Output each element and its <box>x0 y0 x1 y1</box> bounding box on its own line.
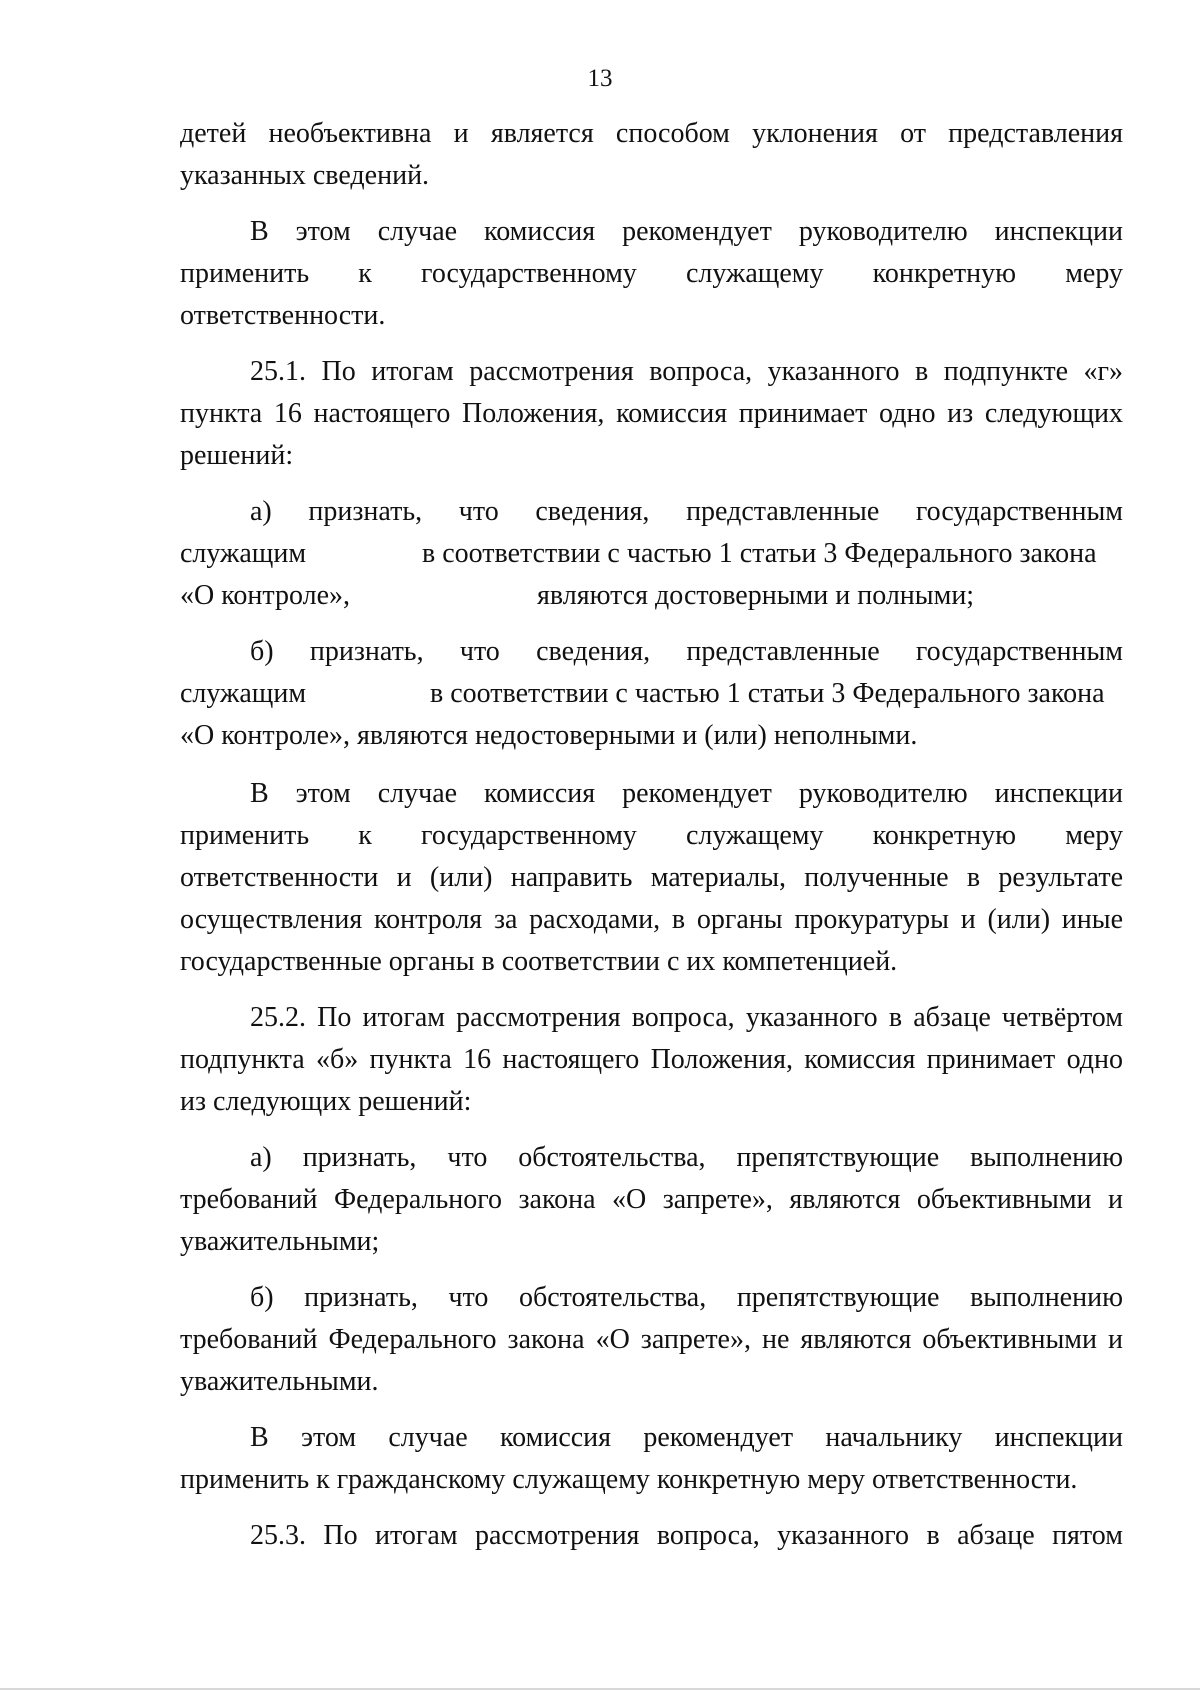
text-line: В этом случае комиссия рекомендует руководителю инспекции <box>250 778 1123 809</box>
text-line: из следующих решений: <box>180 1086 472 1117</box>
text-line <box>180 818 1123 854</box>
text-line: В этом случае комиссия рекомендует руководителю инспекции <box>250 216 1123 247</box>
word: применить <box>180 258 310 289</box>
text-line: а) признать, что обстоятельства, препятствующие выполнению <box>250 1142 1123 1173</box>
word: к <box>358 258 372 289</box>
text-line: детей необъективна и является способом уклонения от представления <box>180 118 1123 149</box>
text-line: 25.1. По итогам рассмотрения вопроса, указанного в подпункте «г» <box>250 356 1123 387</box>
text-line <box>180 256 1123 292</box>
text-line: уважительными. <box>180 1366 379 1397</box>
text-line: указанных сведений. <box>180 160 430 191</box>
text-fragment: в соответствии с частью 1 статьи 3 Федерального закона <box>422 538 1097 569</box>
text-line: государственные органы в соответствии с их компетенцией. <box>180 946 898 977</box>
word: служащему <box>685 820 824 851</box>
text-fragment: в соответствии с частью 1 статьи 3 Федерального закона <box>430 678 1105 709</box>
word: государственному <box>421 820 637 851</box>
text-line: решений: <box>180 440 294 471</box>
text-line <box>180 676 1123 712</box>
text-line: применить к гражданскому служащему конкретную меру ответственности. <box>180 1464 1078 1495</box>
text-fragment: «О контроле», <box>180 580 350 611</box>
text-line <box>180 536 1123 572</box>
scan-edge-line <box>0 1688 1200 1690</box>
text-line: б) признать, что сведения, представленные государственным <box>250 636 1123 667</box>
text-line <box>180 578 1123 614</box>
word: применить <box>180 820 310 851</box>
word: конкретную <box>872 258 1017 289</box>
text-line: требований Федерального закона «О запрете», являются объективными и <box>180 1184 1123 1215</box>
text-line: В этом случае комиссия рекомендует начальнику инспекции <box>250 1422 1123 1453</box>
word: конкретную <box>872 820 1017 851</box>
text-line: 25.3. По итогам рассмотрения вопроса, указанного в абзаце пятом <box>250 1520 1123 1551</box>
word: к <box>358 820 372 851</box>
text-line: «О контроле», являются недостоверными и (или) неполными. <box>180 720 918 751</box>
text-line: уважительными; <box>180 1226 380 1257</box>
word: государственному <box>421 258 637 289</box>
page-number: 13 <box>587 65 613 92</box>
text-line: осуществления контроля за расходами, в органы прокуратуры и (или) иные <box>180 904 1123 935</box>
word: служащему <box>685 258 824 289</box>
text-line: б) признать, что обстоятельства, препятствующие выполнению <box>250 1282 1123 1313</box>
text-line: подпункта «б» пункта 16 настоящего Положения, комиссия принимает одно <box>180 1044 1123 1075</box>
word: меру <box>1065 820 1123 851</box>
text-fragment: служащим <box>180 538 307 569</box>
text-fragment: служащим <box>180 678 307 709</box>
text-line: 25.2. По итогам рассмотрения вопроса, указанного в абзаце четвёртом <box>250 1002 1123 1033</box>
text-fragment: являются достоверными и полными; <box>537 580 975 611</box>
text-line: требований Федерального закона «О запрете», не являются объективными и <box>180 1324 1123 1355</box>
text-line: а) признать, что сведения, представленные государственным <box>250 496 1123 527</box>
word: меру <box>1065 258 1123 289</box>
text-line: пункта 16 настоящего Положения, комиссия принимает одно из следующих <box>180 398 1123 429</box>
text-line: ответственности и (или) направить материалы, полученные в результате <box>180 862 1123 893</box>
text-line: ответственности. <box>180 300 386 331</box>
